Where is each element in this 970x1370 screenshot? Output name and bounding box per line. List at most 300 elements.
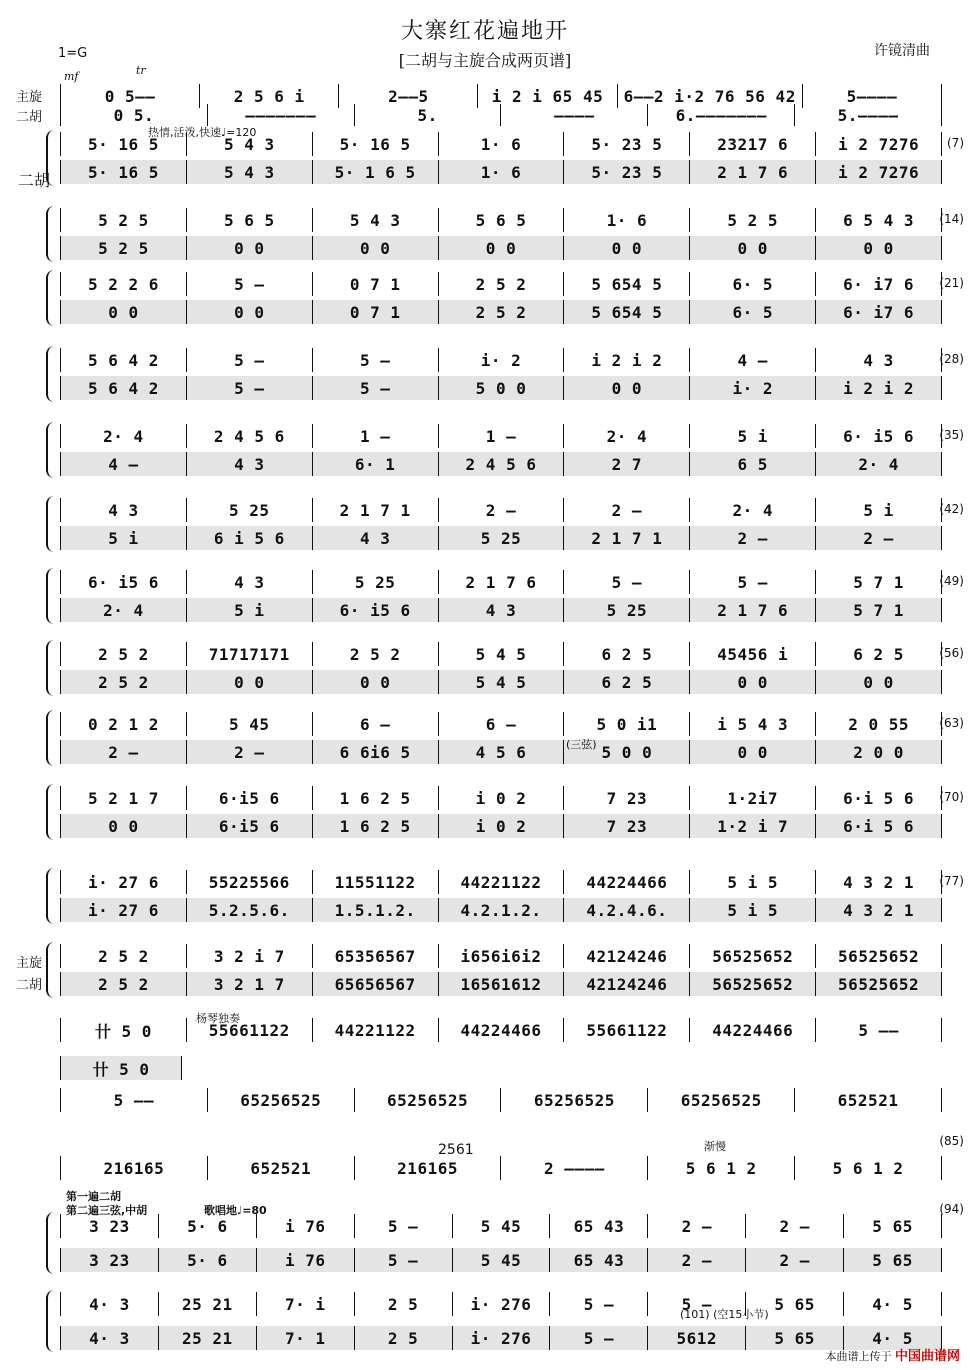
measure: 2 ———— [501, 1156, 648, 1180]
measure: 5 — [187, 348, 313, 372]
measure: 5 i [690, 424, 816, 448]
measure: 5 0 0 [564, 740, 690, 764]
measure: 6· i5 6 [61, 570, 187, 594]
melody-staff [60, 498, 942, 522]
measure: 5· 16 5 [61, 160, 187, 184]
measure: 44221122 [439, 870, 565, 894]
final-melody-staff [60, 1214, 942, 1238]
measure: 56525652 [690, 972, 816, 996]
measure: 5 654 5 [564, 272, 690, 296]
measure: 0 0 [863, 238, 894, 258]
measure: 5 65 [746, 1292, 844, 1316]
measure: 7 23 [564, 814, 690, 838]
measure: 5.———— [837, 105, 899, 125]
empty-bars-note: (101) (空15小节) [680, 1308, 769, 1321]
measure: 2 5 2 [61, 944, 187, 968]
measure: 5612 [648, 1326, 746, 1350]
erhu-staff [60, 300, 942, 324]
measure: 16561612 [439, 972, 565, 996]
measure: 2 4 5 6 [439, 452, 565, 476]
staff-brace [46, 422, 58, 478]
annotation-2561: 2561 [438, 1142, 474, 1158]
measure: 2 — [61, 740, 187, 764]
measure: 6·i 5 6 [843, 816, 915, 836]
measure: 65256525 [648, 1088, 795, 1112]
measure: 23217 6 [690, 132, 816, 156]
measure: 5 — [355, 1248, 453, 1272]
measure: 5 2 1 7 [61, 786, 187, 810]
measure: 1·2 i 7 [690, 814, 816, 838]
measure: i 5 4 3 [690, 712, 816, 736]
measure: 4· 3 [61, 1292, 159, 1316]
measure: 7 23 [564, 786, 690, 810]
measure: 5 — [648, 1292, 746, 1316]
measure: 4· 3 [61, 1326, 159, 1350]
staff-brace [46, 640, 58, 696]
measure: 5 — [550, 1326, 648, 1350]
measure: 2 5 2 [439, 300, 565, 324]
measure: 5· 6 [159, 1248, 257, 1272]
measure: 4 — [690, 348, 816, 372]
measure: 5 i [61, 526, 187, 550]
measure: 4· 5 [872, 1328, 913, 1348]
measure: 5 654 5 [564, 300, 690, 324]
measure: 5 6 1 2 [648, 1156, 795, 1180]
measure: 6· 5 [690, 272, 816, 296]
measure: 5 2 5 [61, 208, 187, 232]
transition-staff [60, 1156, 942, 1180]
erhu-staff [60, 670, 942, 694]
measure: ——————— [208, 104, 355, 126]
measure: 65256525 [355, 1088, 502, 1112]
measure: 6 i 5 6 [187, 526, 313, 550]
measure: 56525652 [838, 974, 920, 994]
erhu-staff [60, 376, 942, 400]
melody-staff [60, 870, 942, 894]
measure: ———— [501, 104, 648, 126]
measure: i· 276 [453, 1292, 551, 1316]
measure: 2 5 2 [61, 642, 187, 666]
measure: 25 21 [159, 1326, 257, 1350]
melody-staff [60, 944, 942, 968]
melody-staff [60, 132, 942, 156]
measure: 5 6 5 [439, 208, 565, 232]
measure: i· 276 [453, 1326, 551, 1350]
measure: 55661122 [187, 1018, 313, 1042]
measure: 5 —— [858, 1020, 899, 1040]
measure: 0 0 [187, 670, 313, 694]
measure: 3 23 [61, 1248, 159, 1272]
measure: 5 65 [872, 1216, 913, 1236]
measure: 2 0 0 [853, 742, 904, 762]
measure: 0 0 [313, 670, 439, 694]
measure: 5· 16 5 [313, 132, 439, 156]
erhu-staff [60, 898, 942, 922]
measure: 1 — [439, 424, 565, 448]
measure: 65356567 [313, 944, 439, 968]
measure: 44224466 [564, 870, 690, 894]
measure: 0 0 [564, 376, 690, 400]
measure: 6——2 i·2 76 56 42 [618, 84, 803, 108]
measure: i· 27 6 [61, 870, 187, 894]
measure: i· 27 6 [61, 898, 187, 922]
measure: i 0 2 [439, 786, 565, 810]
melody-staff [60, 272, 942, 296]
measure: i 2 7276 [838, 134, 920, 154]
measure: 1· 6 [439, 160, 565, 184]
measure-number: (7) [947, 136, 964, 150]
measure: i 2 i 2 [564, 348, 690, 372]
measure: 5 2 5 [61, 236, 187, 260]
measure: 6· i5 6 [313, 598, 439, 622]
label-erhu-big: 二胡 [18, 171, 51, 190]
measure: i 2 i 2 [843, 378, 915, 398]
label-main-2: 主旋 [16, 956, 43, 971]
measure: 2 1 7 6 [690, 160, 816, 184]
measure: 5 4 3 [187, 132, 313, 156]
measure: 5 45 [187, 712, 313, 736]
erhu-staff [60, 452, 942, 476]
measure: 6· i7 6 [843, 302, 915, 322]
measure: 0 0 [690, 670, 816, 694]
measure: 2 — [746, 1214, 844, 1238]
measure: 44221122 [313, 1018, 439, 1042]
measure: 1· 6 [439, 132, 565, 156]
measure: 5 i [187, 598, 313, 622]
measure: 2 5 2 [61, 972, 187, 996]
measure: 5· 23 5 [564, 160, 690, 184]
measure: 5———— [846, 86, 898, 106]
measure: 0 0 [187, 236, 313, 260]
measure: 71717171 [187, 642, 313, 666]
measure: 1 — [313, 424, 439, 448]
measure: 5 7 1 [853, 600, 904, 620]
measure: 2 0 55 [848, 714, 909, 734]
measure: 2 1 7 1 [313, 498, 439, 522]
staff-brace [46, 1290, 58, 1352]
measure: 6· 1 [313, 452, 439, 476]
measure: 2 7 [564, 452, 690, 476]
measure: 6·i 5 6 [843, 788, 915, 808]
measure: 1.5.1.2. [313, 898, 439, 922]
erhu-staff [60, 972, 942, 996]
staff-brace [46, 1212, 58, 1274]
measure: i 76 [257, 1214, 355, 1238]
measure: 2 5 2 [313, 642, 439, 666]
measure: 5 7 1 [853, 572, 904, 592]
measure: 0 0 [61, 300, 187, 324]
measure: 5 65 [746, 1326, 844, 1350]
label-erhu-2: 二胡 [16, 978, 43, 993]
measure: 3 23 [61, 1214, 159, 1238]
measure: 2 5 2 [439, 272, 565, 296]
measure: 5 i 5 [690, 898, 816, 922]
measure: 4 3 [61, 498, 187, 522]
measure: 6 2 5 [853, 644, 904, 664]
measure: 6 — [439, 712, 565, 736]
measure: 65 43 [550, 1248, 648, 1272]
label-main: 主旋 [16, 90, 43, 105]
key-signature: 1=G [58, 46, 88, 61]
measure: 652521 [208, 1156, 355, 1180]
gechang-tempo: 歌唱地♩=80 [204, 1204, 267, 1217]
measure-number: (70) [939, 790, 964, 804]
measure: 0 0 [690, 740, 816, 764]
measure: 2 1 7 1 [564, 526, 690, 550]
label-erhu: 二胡 [16, 110, 43, 125]
measure: 4 3 [187, 570, 313, 594]
measure: 65656567 [313, 972, 439, 996]
measure: 44224466 [690, 1018, 816, 1042]
measure: 2 1 7 6 [690, 598, 816, 622]
staff-brace [46, 206, 58, 262]
measure: 0 0 [313, 236, 439, 260]
staff-brace [46, 868, 58, 924]
measure: 4 3 [187, 452, 313, 476]
staff-brace [46, 270, 58, 326]
measure: 5 — [313, 376, 439, 400]
measure: 5 4 5 [439, 670, 565, 694]
tempo-marking: 热情,活泼,快速♩=120 [148, 126, 257, 139]
measure: 5 —— [61, 1088, 208, 1112]
measure: 5 25 [187, 498, 313, 522]
measure: 7· 1 [257, 1326, 355, 1350]
measure: 1 6 2 5 [313, 814, 439, 838]
measure: 4 — [61, 452, 187, 476]
measure: i 76 [257, 1248, 355, 1272]
sanxian-label: (三弦) [566, 738, 597, 751]
measure: 5 4 3 [187, 160, 313, 184]
measure: 11551122 [313, 870, 439, 894]
measure: 5 65 [872, 1250, 913, 1270]
measure-number: (35) [939, 428, 964, 442]
erhu-staff [60, 740, 942, 764]
measure: 2· 4 [858, 454, 899, 474]
measure: 5 4 5 [439, 642, 565, 666]
measure: 65 43 [550, 1214, 648, 1238]
measure: 216165 [61, 1156, 208, 1180]
measure: 5 0 i1 [564, 712, 690, 736]
measure: 4 3 [313, 526, 439, 550]
measure: 2 5 [355, 1292, 453, 1316]
measure: 5 — [564, 570, 690, 594]
measure: 1· 6 [564, 208, 690, 232]
melody-staff [60, 348, 942, 372]
measure: 4.2.1.2. [439, 898, 565, 922]
measure: 44224466 [439, 1018, 565, 1042]
measure: 4 5 6 [439, 740, 565, 764]
measure: 45456 i [690, 642, 816, 666]
measure: 4 3 [863, 350, 894, 370]
erhu-staff [60, 598, 942, 622]
measure: 0 0 [61, 814, 187, 838]
measure-number: (28) [939, 352, 964, 366]
measure: 6 2 5 [564, 642, 690, 666]
measure: 0 0 [863, 672, 894, 692]
measure: 2 — [863, 528, 894, 548]
measure: 6·i5 6 [187, 786, 313, 810]
final-erhu-staff [60, 1326, 942, 1350]
measure: 0 0 [564, 236, 690, 260]
staff-brace [46, 130, 58, 186]
measure: 5 — [690, 570, 816, 594]
melody-staff [60, 570, 942, 594]
composer: 许镜清曲 [874, 43, 930, 59]
measure: 2 5 6 i [200, 84, 339, 108]
staff-brace [46, 496, 58, 552]
measure: 6 — [313, 712, 439, 736]
measure: 0 0 [690, 236, 816, 260]
final-melody-staff [60, 1292, 942, 1316]
measure: i· 2 [690, 376, 816, 400]
measure-number: (49) [939, 574, 964, 588]
measure: 5 4 3 [313, 208, 439, 232]
measure: 5 0 0 [439, 376, 565, 400]
measure: 55225566 [187, 870, 313, 894]
score-subtitle: [二胡与主旋合成两页谱] [398, 51, 572, 70]
measure: 2 — [746, 1248, 844, 1272]
measure: 2——5 [339, 84, 478, 108]
measure: 2· 4 [564, 424, 690, 448]
intro-erhu-staff [60, 104, 942, 126]
measure: i656i6i2 [439, 944, 565, 968]
measure: 5.2.5.6. [187, 898, 313, 922]
measure: 5 2 2 6 [61, 272, 187, 296]
measure: 2 5 2 [61, 670, 187, 694]
measure: i 0 2 [439, 814, 565, 838]
measure: 5 — [313, 348, 439, 372]
measure: 42124246 [564, 972, 690, 996]
measure: 4· 5 [872, 1294, 913, 1314]
measure: 0 2 1 2 [61, 712, 187, 736]
staff-brace [46, 710, 58, 766]
melody-staff [60, 712, 942, 736]
measure: 2 — [648, 1214, 746, 1238]
staff-brace [46, 942, 58, 998]
measure-number: (63) [939, 716, 964, 730]
measure: 5 6 5 [187, 208, 313, 232]
measure: 5 i 5 [690, 870, 816, 894]
measure: 65256525 [501, 1088, 648, 1112]
measure: 5 25 [564, 598, 690, 622]
measure: 6 5 [690, 452, 816, 476]
second-pass-label: 第二遍三弦,中胡 [66, 1204, 148, 1217]
measure: 2 — [564, 498, 690, 522]
measure: i 2 7276 [838, 162, 920, 182]
measure: 56525652 [690, 944, 816, 968]
measure: 6· 5 [690, 300, 816, 324]
measure: 2· 4 [690, 498, 816, 522]
measure: 5 2 5 [690, 208, 816, 232]
measure-number: (14) [939, 212, 964, 226]
measure: 2· 4 [61, 424, 187, 448]
measure: 6 6i6 5 [313, 740, 439, 764]
measure: 5· 16 5 [61, 132, 187, 156]
yangqin-solo-label: 杨琴独奏 [196, 1012, 240, 1025]
measure: 0 5. [61, 104, 208, 126]
measure-number: (56) [939, 646, 964, 660]
measure: 5 45 [453, 1214, 551, 1238]
measure: 2 4 5 6 [187, 424, 313, 448]
measure: 5 — [550, 1292, 648, 1316]
measure: 5 25 [439, 526, 565, 550]
measure: 652521 [837, 1090, 899, 1110]
measure: 2· 4 [61, 598, 187, 622]
melody-staff [60, 642, 942, 666]
measure: 3 2 1 7 [187, 972, 313, 996]
ritardando-label: 渐慢 [704, 1140, 726, 1153]
erhu-staff [60, 160, 942, 184]
measure: 5 45 [453, 1248, 551, 1272]
final-erhu-staff [60, 1248, 942, 1272]
trill-mark: tr [136, 64, 146, 77]
measure: 2 5 [355, 1326, 453, 1350]
measure: 1 6 2 5 [313, 786, 439, 810]
measure: 6.——————— [648, 104, 795, 126]
erhu-staff [60, 814, 942, 838]
measure: 5 6 1 2 [832, 1158, 904, 1178]
measure: 25 21 [159, 1292, 257, 1316]
measure: 4 3 [439, 598, 565, 622]
measure-number: (77) [939, 874, 964, 888]
measure: 0 7 1 [313, 300, 439, 324]
measure: 7· i [257, 1292, 355, 1316]
measure: 4.2.4.6. [564, 898, 690, 922]
measure: 6 5 4 3 [843, 210, 915, 230]
melody-staff [60, 208, 942, 232]
score-title: 大寨红花遍地开 [400, 19, 569, 44]
measure: 0 7 1 [313, 272, 439, 296]
measure: 5 — [187, 272, 313, 296]
staff-brace [46, 784, 58, 840]
measure-number: (42) [939, 502, 964, 516]
measure: 42124246 [564, 944, 690, 968]
accompaniment-staff [60, 1088, 942, 1112]
melody-staff [60, 424, 942, 448]
measure: 5 25 [313, 570, 439, 594]
measure: 2 — [187, 740, 313, 764]
yangqin-solo-staff [60, 1018, 942, 1042]
site-footer[interactable]: 本曲谱上传于 中国曲谱网 [825, 1349, 960, 1364]
measure: 5. [355, 104, 502, 126]
measure: 6 2 5 [564, 670, 690, 694]
measure: 6· i7 6 [843, 274, 915, 294]
measure: 4 3 2 1 [843, 872, 915, 892]
measure: 0 0 [187, 300, 313, 324]
staff-brace [46, 568, 58, 624]
melody-staff [60, 786, 942, 810]
erhu-rest-staff [60, 1056, 182, 1080]
measure: 6· i5 6 [843, 426, 915, 446]
measure: 5 6 4 2 [61, 376, 187, 400]
measure-number: (94) [939, 1202, 964, 1216]
measure: 5· 23 5 [564, 132, 690, 156]
first-pass-label: 第一遍二胡 [66, 1190, 121, 1203]
erhu-staff [60, 526, 942, 550]
measure: 5 — [355, 1214, 453, 1238]
staff-brace [46, 346, 58, 402]
measure: 5 6 4 2 [61, 348, 187, 372]
measure-number: (21) [939, 276, 964, 290]
measure: 5· 6 [159, 1214, 257, 1238]
measure: 2 — [690, 526, 816, 550]
measure: 0 5—— [61, 84, 200, 108]
measure: 2 — [648, 1248, 746, 1272]
measure: i 2 i 65 45 [478, 84, 617, 108]
measure: 1·2i7 [690, 786, 816, 810]
measure: 5· 1 6 5 [313, 160, 439, 184]
dynamic-mf: mf [64, 70, 79, 83]
